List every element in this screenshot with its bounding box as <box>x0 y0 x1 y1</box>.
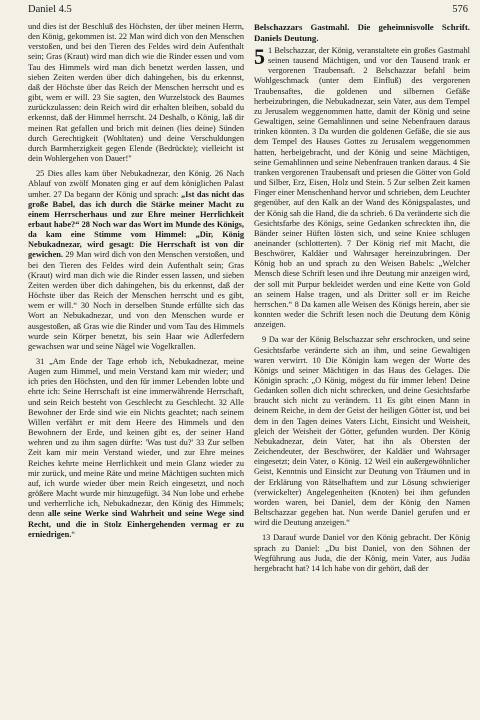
right-column-body <box>254 46 470 574</box>
text-columns <box>28 22 470 716</box>
chapter-drop-cap: 5 <box>254 44 265 69</box>
verse-paragraph: 13 Darauf wurde Daniel vor den König gebracht. Der König sprach zu Daniel: „Du bist Daniel, von den Söhnen der Wegführung aus Juda, die der König, mein Vater, aus Judäa hergebracht hat? 14 Ich habe von dir gehört, daß der <box>254 533 470 573</box>
verse-paragraph: 5 1 Belschazzar, der König, veranstaltete ein großes Gastmahl seinen tausend Mächtigen, und vor den Tausend trank er vergorenen Traubensaft. 2 Belschazzar befahl beim Wohlgeschmack (unter dem Einfluß) des vergorenen Traubensaftes, die goldenen und silbernen Gefäße herbeizubringen, die Nebukadnezar, sein Vater, aus dem Tempel zu Jerusalem weggenommen hatte, damit der König und seine Gewaltigen, seine Gemahlinnen und seine Nebenfrauen daraus trinken könnten. 3 Da wurden die goldenen Gefäße, die sie aus dem Tempel des Hauses Gottes zu Jerusalem weggenommen hatten, herbeigebracht, und der König und seine Mächtigen, seine Gemahlinnen und seine Nebenfrauen tranken daraus. 4 Sie tranken vergorenen Traubensaft und priesen die Götter von Gold und Silber, Erz, Eisen, Holz und Stein. 5 Zur selben Zeit kamen Finger einer Menschenhand hervor und schrieben, dem Leuchter gegenüber, auf den Kalk an der Wand des Königspalastes, und der König sah die Hand, die da schrieb. 6 Da veränderte sich die Gesichtsfarbe des Königs, seine Gedanken schreckten ihn, die Bänder seiner Hüften lösten sich, und seine Kniee schlugen aneinander (schlotterten). 7 Der König rief mit Macht, die Beschwörer, Kaldäer und Wahrsager hereinzubringen. Der König hob an und sprach zu den Weisen Babels: „Welcher Mensch diese Schrift lesen und ihre Deutung mir anzeigen wird, der soll mit Purpur bekleidet werden und eine Kette von Gold an seinem Halse tragen, und als Dritter soll er im Reiche herrschen.“ 8 Da kamen alle Weisen des Königs herein, aber sie konnten weder die Schrift lesen noch die Deutung dem König anzeigen. <box>254 44 470 330</box>
left-column <box>28 22 244 716</box>
verse-paragraph: und dies ist der Beschluß des Höchsten, der über meinen Herrn, den König, gekommen ist. 22 Man wird dich von den Menschen verstoßen, und bei den Tieren des Feldes wird dein Aufenthalt sein; Gras (Kraut) wird man dich wie die Rinder essen und vom Tau des Himmels wird man dich benetzt werden lassen, und sieben Zeiten werden über dich dahingehen, bis du erkennst, daß der Höchste über das Reich der Menschen herrscht und es gibt, wem er will. 23 Sie sagten, den Wurzelstock des Baumes zurückzulassen: dein Reich wird dir erhalten bleiben, sobald du erkennst, daß der Himmel herrscht. 24 Deshalb, o König, laß dir meinen Rat gefallen und brich mit deinen (lies deine) Sünden durch Gerechtigkeit (Wohltaten) und deine Verschuldungen durch Barmherzigkeit gegen Elende (Bedrückte); vielleicht ist dein Wohlergehen von Dauer!" <box>28 22 244 164</box>
section-title: Belschazzars Gastmahl. Die geheimnisvolle Schrift. Daniels Deutung. <box>254 22 470 43</box>
verse-paragraph: 9 Da war der König Belschazzar sehr erschrocken, und seine Gesichtsfarbe veränderte sich an ihm, und seine Gewaltigen waren verwirrt. 10 Die Königin kam wegen der Worte des Königs und seiner Mächtigen in das Haus des Gelages. Die Königin sprach: „O König, mögest du für immer leben! Deine Gedanken sollen dich nicht schrecken, und deine Gesichtsfarbe braucht sich nicht zu verändern. 11 Es gibt einen Mann in deinem Reiche, in dem der Geist der heiligen Götter ist, und bei dem in den Tagen deines Vaters Licht, Einsicht und Weisheit, gleich der Weisheit der Götter, gefunden wurden. Der König Nebukadnezar, dein Vater, hat ihn als Obersten der Zeichendeuter, der Beschwörer, der Kaldäer und Wahrsager eingesetzt; dein Vater, o König. 12 Weil ein außergewöhnlicher Geist, Kenntnis und Einsicht zur Deutung von Träumen und in der Erklärung von Rätselhaftem und zur Lösung schwieriger (verwickelter) Angelegenheiten (Knoten) bei ihm gefunden worden waren, bei Daniel, dem der König den Namen Beltschazzar gegeben hat. Nun werde Daniel gerufen und er wird die Deutung anzeigen.“ <box>254 335 470 528</box>
page-number: 576 <box>452 4 468 15</box>
chapter-reference: Daniel 4.5 <box>28 4 72 15</box>
verse-paragraph: 31 „Am Ende der Tage erhob ich, Nebukadnezar, meine Augen zum Himmel, und mein Verstand kam mir wieder; und ich pries den Höchsten, und den für immer Lebenden lobte und ehrte ich: Seine Herrschaft ist eine immerwährende Herrschaft, und sein Reich besteht von Geschlecht zu Geschlecht. 32 Alle Bewohner der Erde sind wie ein Nichts geachtet; nach seinem Willen verfährt er mit dem Heere des Himmels und den Bewohnern der Erde, und keinen gibt es, der seiner Hand wehren und zu ihm sagen dürfte: 'Was tust du?' 33 Zur selben Zeit kam mir mein Verstand wieder, und zur Ehre meines Reiches kehrte meine Herrlichkeit und mein Glanz wieder zu mir zurück, und meine Räte und meine Mächtigen suchten mich auf, ich wurde wieder über mein Reich eingesetzt, und noch größere Macht wurde mir hinzugefügt. 34 Nun lobe und erhebe und verherrliche ich, Nebukadnezar, den König des Himmels; denn alle seine Werke sind Wahrheit und seine Wege sind Recht, und die in Stolz Einhergehenden vermag er zu erniedrigen.“ <box>28 357 244 539</box>
page-header <box>28 4 468 20</box>
verse-paragraph: 25 Dies alles kam über Nebukadnezar, den König. 26 Nach Ablauf von zwölf Monaten ging er auf dem königlichen Palast umher. 27 Da begann der König und sprach: „Ist das nicht das große Babel, das ich durch die Stärke meiner Macht zu einem Herrscherhaus und zur Ehre meiner Herrlichkeit erbaut habe?“ 28 Noch war das Wort im Munde des Königs, da kam eine Stimme vom Himmel: „Dir, König Nebukadnezar, wird gesagt: Die Herrschaft ist von dir gewichen. 29 Man wird dich von den Menschen verstoßen, und bei den Tieren des Feldes wird dein Aufenthalt sein; Gras (Kraut) wird man dich wie die Rinder essen lassen, und sieben Zeiten werden über dich dahingehen, bis du erkennst, daß der Höchste über das Reich der Menschen herrscht und es gibt, wem er will.“ 30 Noch in derselben Stunde erfüllte sich das Wort an Nebukadnezar, und von den Menschen wurde er ausgestoßen, aß Gras wie die Rinder und vom Tau des Himmels wurde sein Körper benetzt, bis sein Haar wie Adlerfedern gewachsen war und seine Nägel wie Vogelkrallen. <box>28 169 244 351</box>
right-column <box>254 22 470 716</box>
